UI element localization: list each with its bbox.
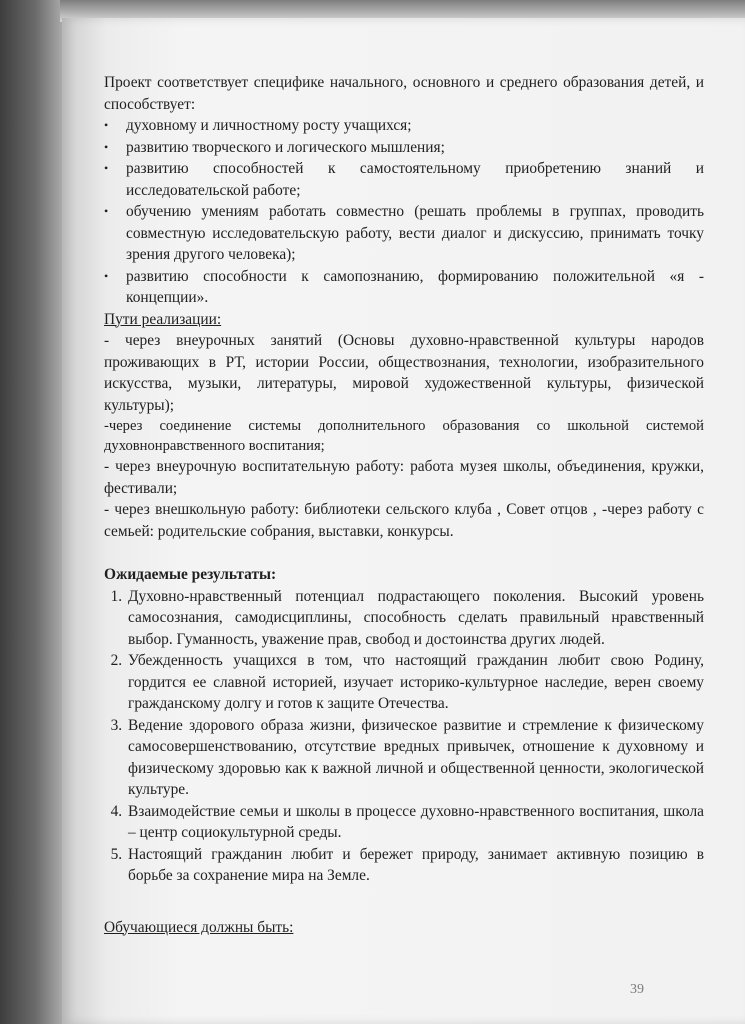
list-item: 3. Ведение здорового образа жизни, физическое развитие и стремление к физическому самосовершенствованию, отсутствие вредных привычек, отношение к духовному и физическому здоровью как к важной личной и общественной ценности, экологической культуре.: [126, 715, 704, 801]
list-item: 2. Убежденность учащихся в том, что настоящий гражданин любит свою Родину, гордится ее славной историей, изучает историко-культурное наследие, верен своему гражданскому долгу и готов к защите Отечества.: [126, 650, 704, 715]
list-item: • развитию способностей к самостоятельному приобретению знаний и исследовательской работе;: [104, 160, 704, 199]
ways-heading: Пути реализации:: [104, 310, 222, 328]
ways-item: - через внешкольную работу: библиотеки сельского клуба , Совет отцов , -через работу с семьей: родительские собрания, выставки, конкурсы.: [104, 501, 704, 540]
ways-item: -через соединение системы дополнительного образования со школьной системой духовнонравственного воспитания;: [104, 418, 704, 454]
spacer: [104, 542, 704, 564]
ways-item: - через внеурочную воспитательную работу: работа музея школы, объединения, кружки, фестивали;: [104, 458, 704, 497]
bullet-icon: •: [104, 204, 109, 218]
list-item: • развитию способности к самопознанию, формированию положительной «я - концепции».: [104, 267, 704, 306]
ways-item: - через внеурочных занятий (Основы духовно-нравственной культуры народов проживающих в РТ, истории России, обществознания, технологии, изобразительного искусства, музыки, литературы, мировой художественной культуры, физической культуры);: [104, 332, 704, 414]
list-item: • духовному и личностному росту учащихся;: [104, 115, 704, 137]
page-content: [104, 72, 704, 938]
list-item: 4. Взаимодействие семьи и школы в процессе духовно-нравственного воспитания, школа – центр социокультурной среды.: [126, 801, 704, 844]
page-number: 39: [630, 982, 644, 997]
list-item: • обучению умениям работать совместно (решать проблемы в группах, проводить совместную исследовательскую работу, вести диалог и дискуссию, принимать точку зрения другого человека);: [104, 203, 704, 263]
bullet-icon: •: [104, 268, 109, 283]
students-heading: Обучающиеся должны быть:: [104, 918, 294, 936]
bullet-icon: •: [104, 139, 109, 154]
bullet-icon: •: [104, 161, 109, 175]
list-item: 5. Настоящий гражданин любит и бережет природу, занимает активную позицию в борьбе за сохранение мира на Земле.: [126, 844, 704, 887]
results-heading: Ожидаемые результаты:: [104, 566, 277, 583]
results-list: [104, 586, 704, 887]
intro-paragraph: Проект соответствует специфике начального, основного и среднего образования детей, и способствует:: [104, 74, 704, 113]
bullet-icon: •: [104, 118, 109, 132]
list-item: • развитию творческого и логического мышления;: [104, 137, 704, 159]
bullet-list: [104, 115, 704, 309]
spacer: [104, 887, 704, 917]
list-item: 1. Духовно-нравственный потенциал подрастающего поколения. Высокий уровень самосознания, самодисциплины, способность сделать правильный нравственный выбор. Гуманность, уважение прав, свобод и достоинства других людей.: [126, 586, 704, 651]
